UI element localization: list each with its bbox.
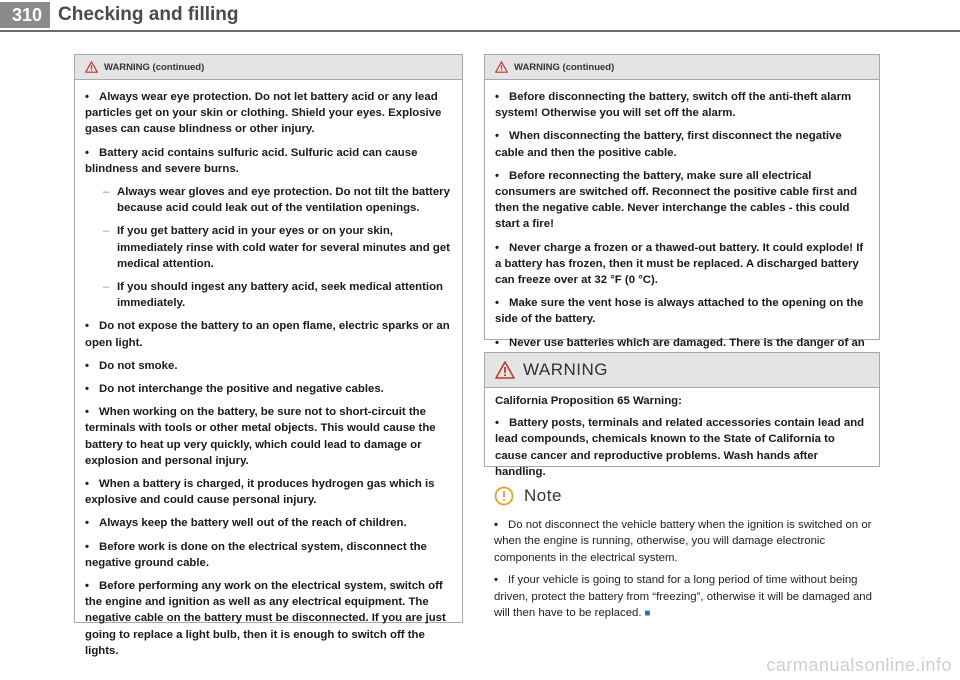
bullet-marker: •	[494, 519, 498, 531]
item-text: Battery acid contains sulfuric acid. Sulfuric acid can cause blindness and severe burns.	[85, 146, 418, 175]
item-text: Before work is done on the electrical system, disconnect the negative ground cable.	[85, 540, 427, 569]
bullet-item	[85, 358, 452, 374]
box-body	[485, 388, 879, 493]
item-text: When working on the battery, be sure not to short-circuit the terminals with tools or other metal objects. This would cause the battery to heat up very quickly, which could lead to damage or explosion and personal injury.	[85, 406, 436, 467]
sub-list-item	[85, 184, 452, 216]
bullet-marker: •	[85, 540, 89, 553]
box-title: WARNING	[523, 360, 609, 379]
item-text: Never use batteries which are damaged. There is the danger of an	[509, 336, 865, 349]
box-body	[485, 80, 879, 380]
box-title: WARNING (continued)	[514, 61, 615, 73]
sub-list-item	[85, 279, 452, 311]
prop65-warning-box	[484, 352, 880, 478]
item-text: Always keep the battery well out of the reach of children.	[99, 517, 407, 530]
bullet-marker: •	[495, 130, 499, 143]
box-title: WARNING (continued)	[104, 61, 205, 73]
item-text: Before reconnecting the battery, make sure all electrical consumers are switched off. Reconnect the positive cable first and then the negative cable. Never interchange the cables - this could start a fire!	[495, 169, 858, 231]
item-text: Do not disconnect the vehicle battery when the ignition is switched on or when the engine is running, otherwise, you will damage electronic components in the electrical system.	[494, 519, 872, 564]
warning-triangle-icon	[85, 61, 98, 73]
bullet-item	[85, 539, 452, 571]
bullet-item	[85, 381, 452, 397]
item-text: If your vehicle is going to stand for a long period of time without being driven, protect the battery from “freezing”, otherwise it will be damaged and will then have to be replaced.	[494, 574, 872, 620]
bullet-marker: •	[85, 320, 89, 333]
dash-marker: –	[103, 186, 110, 199]
bullet-marker: •	[85, 91, 89, 103]
bullet-marker: •	[495, 417, 499, 430]
bullet-marker: •	[85, 146, 89, 159]
bullet-item	[85, 318, 452, 350]
bullet-item	[495, 128, 869, 160]
warning-continued-box-right	[484, 54, 880, 349]
bullet-item	[495, 415, 869, 480]
bullet-item	[85, 89, 452, 138]
dash-marker: –	[103, 281, 110, 294]
box-header	[75, 55, 462, 80]
note-title: Note	[524, 486, 562, 505]
bullet-item	[85, 515, 452, 531]
bullet-marker: •	[495, 241, 499, 254]
bullet-marker: •	[495, 336, 499, 349]
bullet-marker: •	[85, 383, 89, 396]
item-text: Do not smoke.	[99, 359, 178, 372]
item-text: Battery posts, terminals and related accessories contain lead and lead compounds, chemicals known to the State of California to cause cancer and reproductive problems. Wash hands after handling.	[495, 417, 865, 478]
item-text: Before disconnecting the battery, switch off the anti-theft alarm system! Otherwise you will set off the alarm.	[495, 91, 852, 120]
warning-continued-box-left	[74, 54, 463, 657]
item-text: If you get battery acid in your eyes or on your skin, immediately rinse with cold water for several minutes and get medical attention.	[117, 225, 450, 270]
bullet-item	[495, 168, 869, 233]
bullet-marker: •	[85, 359, 89, 372]
bullet-item	[495, 295, 869, 327]
bullet-marker: •	[85, 406, 89, 419]
note-header	[494, 486, 562, 506]
dash-marker: –	[103, 225, 110, 238]
bullet-marker: •	[85, 478, 89, 491]
item-text: Make sure the vent hose is always attached to the opening on the side of the battery.	[495, 297, 864, 326]
prop65-lead: California Proposition 65 Warning:	[495, 395, 682, 407]
item-text: Do not interchange the positive and negative cables.	[99, 383, 384, 396]
warning-triangle-icon	[495, 361, 515, 379]
bullet-marker: •	[494, 574, 498, 587]
box-header	[485, 55, 879, 80]
note-item	[494, 572, 886, 622]
end-of-section-mark: ■	[641, 608, 651, 620]
bullet-item	[85, 476, 452, 508]
note-item	[494, 517, 886, 566]
item-text: Never charge a frozen or a thawed-out battery. It could explode! If a battery has frozen, then it must be replaced. A discharged battery can freeze over at 32 °F (0 °C).	[495, 241, 864, 287]
item-text: When disconnecting the battery, first disconnect the negative cable and then the positive cable.	[495, 130, 842, 159]
bullet-marker: •	[495, 169, 499, 182]
item-text: Always wear gloves and eye protection. Do not tilt the battery because acid could leak out of the ventilation openings.	[117, 186, 450, 215]
page-header	[0, 0, 960, 32]
page-number: 310	[0, 2, 50, 28]
item-text: Always wear eye protection. Do not let battery acid or any lead particles get on your skin or clothing. Shield your eyes. Explosive gases can cause blindness or other injury.	[85, 91, 442, 136]
bullet-marker: •	[85, 580, 89, 593]
bullet-item	[495, 240, 869, 289]
header-rule	[0, 30, 960, 32]
note-body	[494, 517, 886, 628]
item-text: Before performing any work on the electrical system, switch off the engine and ignition as well as any electrical equipment. The negative cable on the battery must be disconnected. If you are just going to replace a light bulb, then it is enough to switch off the lights.	[85, 580, 446, 657]
bullet-marker: •	[495, 91, 499, 103]
watermark: carmanualsonline.info	[766, 655, 952, 675]
box-body	[75, 80, 462, 672]
note-circle-icon	[494, 486, 514, 506]
sub-list-item	[85, 223, 452, 272]
bullet-marker: •	[85, 517, 89, 530]
item-text: When a battery is charged, it produces hydrogen gas which is explosive and could cause personal injury.	[85, 478, 435, 507]
bullet-item	[495, 89, 869, 121]
section-title: Checking and filling	[58, 4, 239, 25]
bullet-item	[85, 404, 452, 469]
bullet-marker: •	[495, 297, 499, 310]
warning-triangle-icon	[495, 61, 508, 73]
item-text: Do not expose the battery to an open flame, electric sparks or an open light.	[85, 320, 450, 349]
box-header	[485, 353, 879, 388]
item-text: If you should ingest any battery acid, seek medical attention immediately.	[117, 281, 443, 310]
prop65-items	[495, 415, 869, 480]
bullet-item	[85, 578, 452, 659]
bullet-item	[85, 145, 452, 177]
